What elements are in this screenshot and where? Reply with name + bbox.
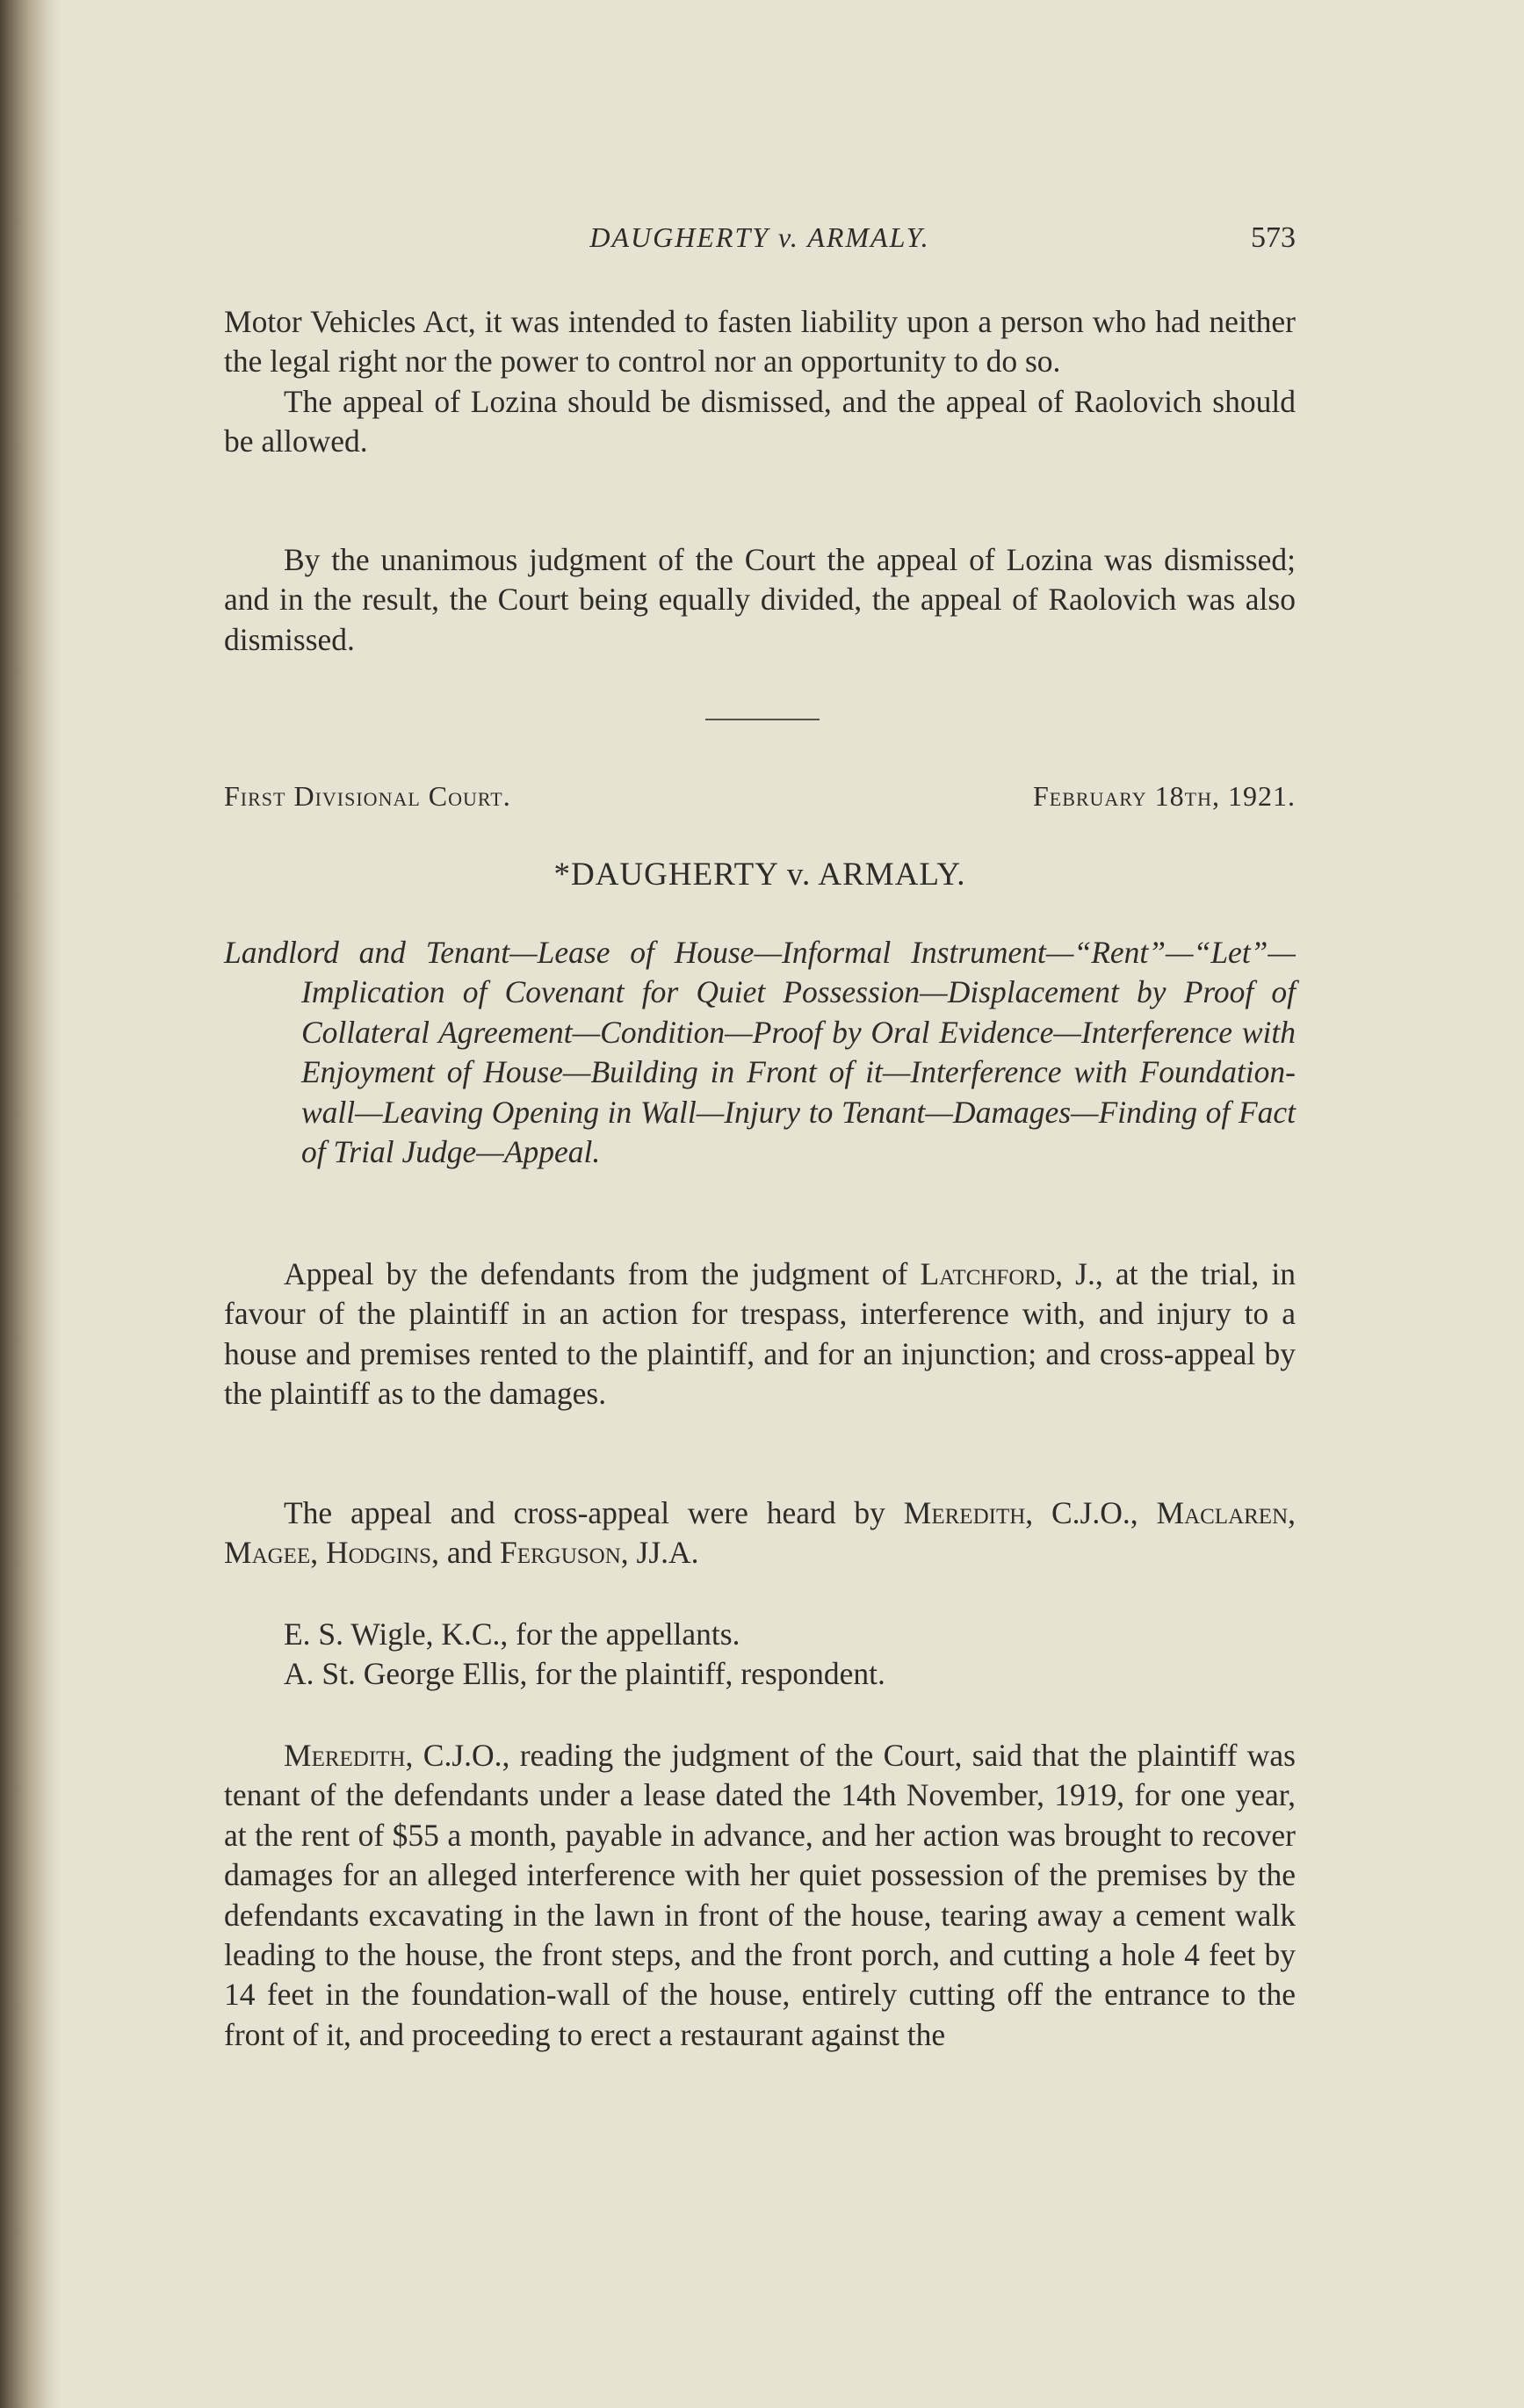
judgment-judge-name: Meredith	[284, 1738, 406, 1773]
separator: , and	[431, 1535, 500, 1571]
judgment-text: , C.J.O., reading the judgment of the Court, said that the plaintiff was tenant of the defendants under a lease dated the 14th November, 1919, for one year, at the rent of $55 a month, payable in advance, and her action was brought to recover damages for an alleged interference with her quiet possession of the premises by the defendants excavating in the lawn in front of the house, tearing away a cement walk leading to the house, the front steps, and the front porch, and cutting a hole 4 feet by 14 feet in the foundation-wall of the house, entirely cutting off the entrance to the front of it, and proceeding to erect a restaurant against the	[224, 1738, 1296, 2052]
counsel-respondent: A. St. George Ellis, for the plaintiff, respondent.	[284, 1656, 885, 1692]
appeal-section	[224, 1255, 1296, 1414]
case-title: *DAUGHERTY v. ARMALY.	[553, 857, 966, 893]
headnote: Landlord and Tenant—Lease of House—Informal Instrument—“Rent”—“Let”—Implication of Covenant for Quiet Possession—Displacement by Proof of Collateral Agreement—Condition—Proof by Oral Evidence—Interference with Enjoyment of House—Building in Front of it—Interference with Foundation-wall—Leaving Opening in Wall—Injury to Tenant—Damages—Finding of Fact of Trial Judge—Appeal.	[224, 935, 1296, 1170]
section-divider	[705, 719, 820, 720]
separator: ,	[310, 1535, 326, 1571]
running-title: DAUGHERTY v. ARMALY.	[589, 221, 930, 253]
disposition-section	[224, 540, 1296, 660]
judge-name: Magee	[224, 1535, 311, 1571]
carryover-paragraph: Motor Vehicles Act, it was intended to fasten liability upon a person who had neither the legal right nor the power to control nor an opportunity to do so.	[224, 304, 1296, 380]
disposition-paragraph: By the unanimous judgment of the Court the appeal of Lozina was dismissed; and in the result, the Court being equally divided, the appeal of Raolovich was also dismissed.	[224, 542, 1296, 657]
separator: ,	[1288, 1495, 1296, 1530]
judgment-paragraph	[224, 1736, 1296, 2055]
trial-judge-name: Latchford	[920, 1256, 1056, 1291]
counsel-appellants: E. S. Wigle, K.C., for the appellants.	[284, 1616, 740, 1652]
judge-name: Hodgins	[325, 1535, 432, 1571]
judge-name: Ferguson	[499, 1535, 621, 1571]
heard-section	[224, 1493, 1296, 1573]
decision-date: February 18th, 1921.	[1032, 780, 1296, 812]
heard-paragraph	[224, 1493, 1296, 1573]
book-spine-shadow	[0, 0, 61, 2408]
running-head	[224, 221, 1296, 260]
counsel-section	[224, 1615, 1296, 1695]
judgment-section	[224, 1736, 1296, 2055]
court-line	[224, 780, 1296, 821]
judge-title: , JJ.A.	[620, 1535, 699, 1571]
judge-title: , C.J.O.,	[1025, 1495, 1157, 1530]
page-number: 573	[1251, 221, 1296, 254]
judge-name: Maclaren	[1156, 1495, 1289, 1530]
court-name: First Divisional Court.	[224, 780, 511, 812]
heard-text: The appeal and cross-appeal were heard by	[284, 1495, 904, 1530]
appeal-text-post: , J., at the trial, in favour of the plaintiff in an action for trespass, interference with, and injury to a house and premises rented to the plaintiff, and for an injunction; and cross-appeal by the plaintiff as to the damages.	[224, 1256, 1296, 1412]
carryover-section	[224, 302, 1296, 462]
appeal-paragraph	[224, 1255, 1296, 1414]
judge-name: Meredith	[903, 1495, 1026, 1530]
appeal-text-pre: Appeal by the defendants from the judgment of	[284, 1256, 921, 1291]
headnote-section	[224, 933, 1296, 1172]
conclusion-paragraph: The appeal of Lozina should be dismissed, and the appeal of Raolovich should be allowed.	[224, 383, 1296, 459]
